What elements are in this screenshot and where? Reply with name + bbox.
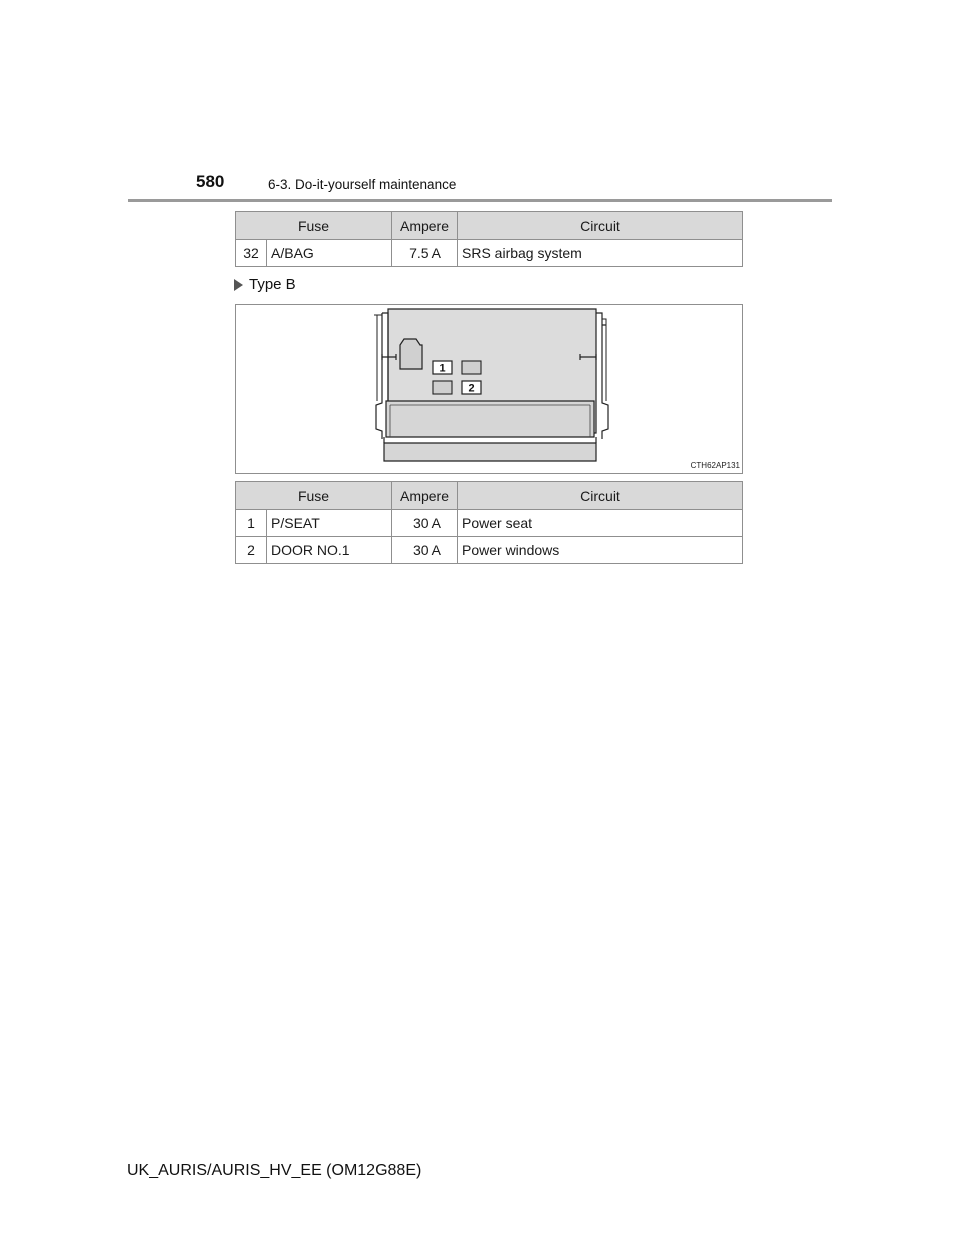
fuse-name: P/SEAT — [267, 510, 392, 537]
fuse-circuit: Power seat — [458, 510, 743, 537]
fuse-name: A/BAG — [267, 240, 392, 267]
fuse-number: 1 — [236, 510, 267, 537]
fuse-number: 2 — [236, 537, 267, 564]
table-header-row — [236, 212, 743, 240]
header-fuse: Fuse — [236, 212, 392, 240]
table-row — [236, 240, 743, 267]
header-fuse: Fuse — [236, 482, 392, 510]
section-title: 6-3. Do-it-yourself maintenance — [268, 177, 457, 192]
fuse-table-bottom — [235, 481, 743, 564]
page-number: 580 — [196, 172, 225, 191]
fuse-table-top — [235, 211, 743, 267]
lower-cover — [386, 401, 594, 437]
type-b-heading — [234, 276, 296, 293]
fuse-box-figure — [235, 304, 743, 474]
bottom-tray — [384, 443, 596, 461]
figure-code: CTH62AP131 — [690, 461, 740, 470]
table-row — [236, 537, 743, 564]
fuse-circuit: Power windows — [458, 537, 743, 564]
header-ampere: Ampere — [392, 212, 458, 240]
table-header-row — [236, 482, 743, 510]
footer-document-id: UK_AURIS/AURIS_HV_EE (OM12G88E) — [127, 1162, 422, 1179]
fuse-circuit: SRS airbag system — [458, 240, 743, 267]
triangle-bullet-icon — [234, 279, 243, 291]
fuse-name: DOOR NO.1 — [267, 537, 392, 564]
table-row — [236, 510, 743, 537]
header-circuit: Circuit — [458, 212, 743, 240]
fuse-slot-empty-top — [462, 361, 481, 374]
fuse-slot-empty-bottom — [433, 381, 452, 394]
fuse-ampere: 30 A — [392, 510, 458, 537]
type-b-label: Type B — [249, 276, 296, 293]
fuse-number: 32 — [236, 240, 267, 267]
callout-2: 2 — [468, 382, 475, 395]
header-circuit: Circuit — [458, 482, 743, 510]
connector-socket — [400, 339, 422, 369]
left-clip — [374, 315, 382, 401]
fuse-box-diagram — [236, 305, 742, 473]
header-rule — [128, 199, 832, 202]
fuse-ampere: 7.5 A — [392, 240, 458, 267]
fuse-ampere: 30 A — [392, 537, 458, 564]
callout-1: 1 — [439, 362, 446, 375]
header-ampere: Ampere — [392, 482, 458, 510]
